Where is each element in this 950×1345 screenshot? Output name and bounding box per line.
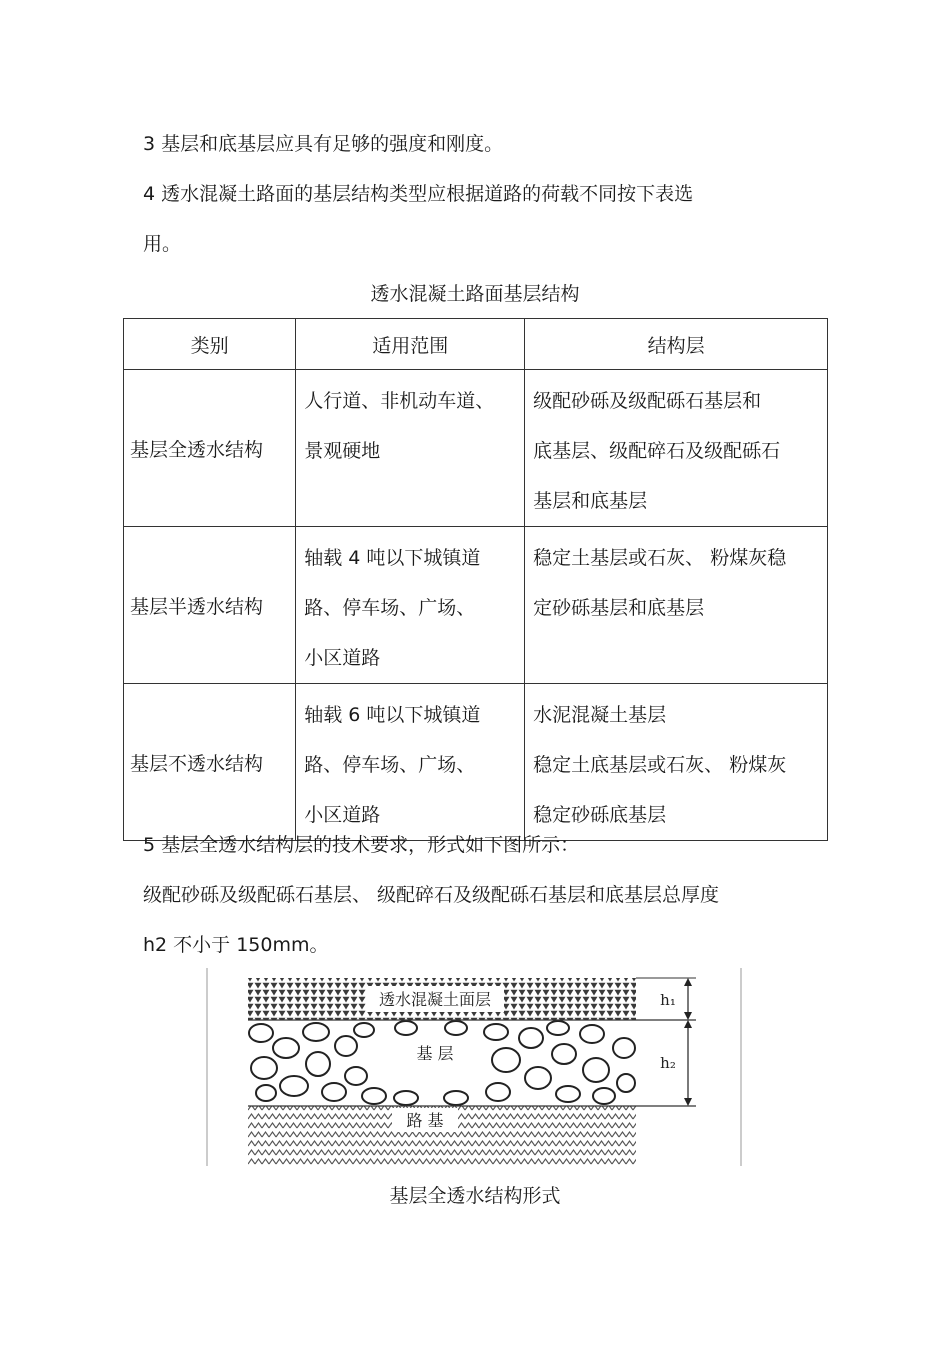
base-structure-table <box>123 318 828 841</box>
layers-line: 基层和底基层 <box>533 490 648 512</box>
section-5-line-1: 5 基层全透水结构层的技术要求，形式如下图所示： <box>143 834 580 856</box>
table-row <box>124 684 828 841</box>
surface-layer-label: 透水混凝土面层 <box>378 990 492 1009</box>
paragraph-4-line-1: 4 透水混凝土路面的基层结构类型应根据道路的荷载不同按下表选 <box>143 183 694 205</box>
paragraph-3: 3 基层和底基层应具有足够的强度和刚度。 <box>143 133 504 155</box>
row-layers <box>525 370 828 527</box>
layers-line: 稳定砂砾底基层 <box>533 804 667 826</box>
scope-line: 路、停车场、广场、 <box>304 754 476 776</box>
table-caption: 透水混凝土路面基层结构 <box>370 283 580 305</box>
row-category: 基层不透水结构 <box>124 684 296 841</box>
scope-line: 景观硬地 <box>304 440 381 462</box>
row-scope <box>296 370 525 527</box>
row-layers <box>525 684 828 841</box>
scope-line: 轴载 6 吨以下城镇道 <box>304 704 481 726</box>
h2-label: h₂ <box>660 1054 676 1072</box>
layers-line: 定砂砾基层和底基层 <box>533 597 705 619</box>
row-layers <box>525 527 828 684</box>
row-scope <box>296 527 525 684</box>
row-category: 基层全透水结构 <box>124 370 296 527</box>
figure-caption: 基层全透水结构形式 <box>389 1185 561 1207</box>
header-layers: 结构层 <box>525 319 828 370</box>
header-scope: 适用范围 <box>296 319 525 370</box>
row-category: 基层半透水结构 <box>124 527 296 684</box>
subgrade-layer-label: 路 基 <box>406 1111 444 1130</box>
layers-line: 级配砂砾及级配砾石基层和 <box>533 390 762 412</box>
section-5-line-2: 级配砂砾及级配砾石基层、 级配碎石及级配砾石基层和底基层总厚度 <box>143 884 720 906</box>
layers-line: 稳定土基层或石灰、 粉煤灰稳 <box>533 547 787 569</box>
scope-line: 轴载 4 吨以下城镇道 <box>304 547 481 569</box>
header-category: 类别 <box>124 319 296 370</box>
table-row <box>124 527 828 684</box>
table-header-row <box>124 319 828 370</box>
table-row <box>124 370 828 527</box>
section-5-line-3: h2 不小于 150mm。 <box>143 934 329 956</box>
layers-line: 底基层、级配碎石及级配砾石 <box>533 440 781 462</box>
pavement-structure-figure <box>206 968 742 1166</box>
h1-label: h₁ <box>660 991 676 1009</box>
scope-line: 人行道、非机动车道、 <box>304 390 495 412</box>
scope-line: 路、停车场、广场、 <box>304 597 476 619</box>
layers-line: 水泥混凝土基层 <box>533 704 667 726</box>
layers-line: 稳定土底基层或石灰、 粉煤灰 <box>533 754 787 776</box>
scope-line: 小区道路 <box>304 647 381 669</box>
scope-line: 小区道路 <box>304 804 381 826</box>
row-scope <box>296 684 525 841</box>
base-layer-label: 基 层 <box>416 1044 454 1063</box>
paragraph-4-line-2: 用。 <box>143 233 182 255</box>
